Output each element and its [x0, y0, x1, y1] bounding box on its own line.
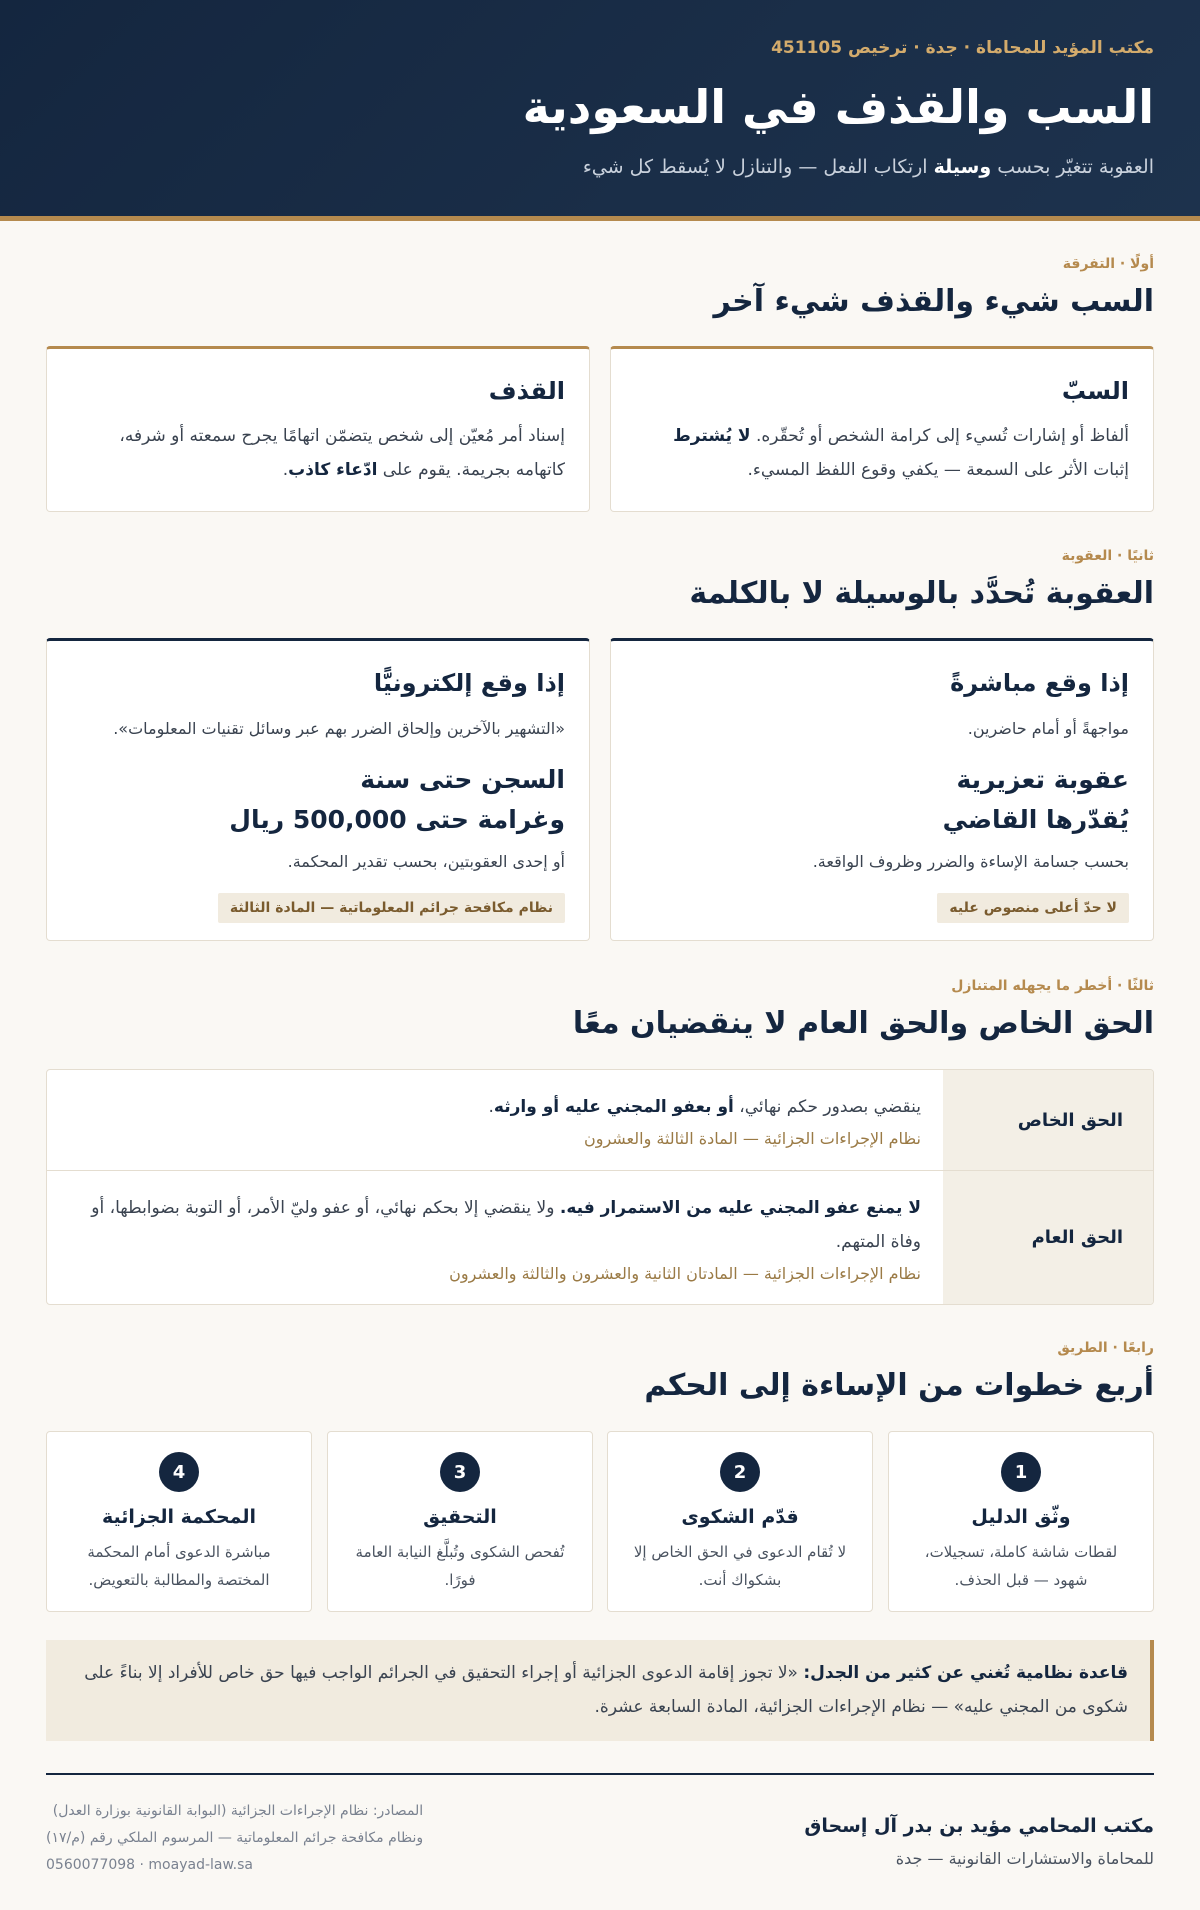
card-title: إذا وقع إلكترونيًّا [373, 669, 565, 697]
penalty-line-2: يُقدّرها القاضي [942, 805, 1129, 834]
legal-tag: نظام مكافحة جرائم المعلوماتية — المادة الثالثة [218, 893, 565, 923]
office-license: مكتب المؤيد للمحاماة · جدة · ترخيص 451105 [771, 38, 1154, 58]
section-title: الحق الخاص والحق العام لا ينقضيان معًا [572, 1006, 1154, 1041]
section-kicker: رابعًا · الطريق [1057, 1340, 1154, 1356]
legal-tag: لا حدّ أعلى منصوص عليه [937, 893, 1129, 923]
step-number-badge: 2 [720, 1452, 760, 1492]
section-kicker: ثانيًا · العقوبة [1061, 548, 1154, 564]
section-penalty [0, 548, 1200, 916]
footer-sources [46, 1798, 423, 1879]
contact-info: 0560077098 · moayad-law.sa [46, 1857, 253, 1873]
text-bold: ادّعاء كاذب [288, 460, 378, 480]
source-line-2: ونظام مكافحة جرائم المعلوماتية — المرسوم الملكي رقم (م/١٧) [46, 1830, 424, 1846]
section-rights [0, 978, 1200, 1283]
step-title: وثّق الدليل [971, 1506, 1071, 1528]
card-title: السبّ [1061, 377, 1129, 405]
step-number-badge: 1 [1001, 1452, 1041, 1492]
source-line-1: المصادر: نظام الإجراءات الجزائية (البوابة القانونية بوزارة العدل) [52, 1803, 424, 1819]
text-post: . [488, 1097, 494, 1117]
section-title: العقوبة تُحدَّد بالوسيلة لا بالكلمة [689, 576, 1154, 611]
step-card [607, 1431, 873, 1612]
legal-rule-callout [46, 1640, 1154, 1741]
text-post: ولا ينقضي إلا بحكم نهائي، أو عفو وليّ الأمر، أو التوبة بضوابطها، أو وفاة المتهم. [91, 1198, 921, 1252]
penalty-line-1: عقوبة تعزيرية [956, 765, 1129, 794]
step-text: مباشرة الدعوى أمام المحكمة المختصة والمطالبة بالتعويض. [87, 1543, 271, 1589]
row-reference: نظام الإجراءات الجزائية — المادة الثالثة والعشرون [583, 1129, 921, 1148]
office-name: مكتب المحامي مؤيد بن بدر آل إسحاق [804, 1815, 1154, 1837]
definition-card-defamation [46, 346, 590, 512]
section-kicker: أولًا · التفرقة [1062, 256, 1154, 272]
text-bold: لا يمنع عفو المجني عليه من الاستمرار فيه. [559, 1198, 921, 1218]
row-header: الحق العام [943, 1171, 1153, 1304]
text-post: إثبات الأثر على السمعة — يكفي وقوع اللفظ المسيء. [747, 460, 1129, 480]
penalty-summary [635, 760, 1129, 840]
penalty-line-1: السجن حتى سنة [360, 765, 565, 794]
section-title: السب شيء والقذف شيء آخر [713, 284, 1154, 319]
penalty-summary [71, 760, 565, 840]
penalty-line-2: وغرامة حتى 500,000 ريال [229, 805, 565, 834]
text-pre: إسناد أمر مُعيّن إلى شخص يتضمّن اتهامًا يجرح سمعته أو شرفه، كاتهامه بجريمة. يقوم على [119, 426, 565, 480]
penalty-card-electronic [46, 638, 590, 941]
page-title: السب والقذف في السعودية [522, 80, 1154, 134]
card-note: بحسب جسامة الإساءة والضرر وظروف الواقعة. [812, 852, 1129, 871]
subtitle-post: ارتكاب الفعل — والتنازل لا يُسقط كل شيء [582, 156, 934, 178]
row-body [47, 1171, 943, 1304]
step-title: التحقيق [423, 1506, 497, 1528]
step-title: المحكمة الجزائية [101, 1506, 257, 1528]
row-text [69, 1090, 921, 1124]
footer-divider [46, 1773, 1154, 1775]
section-title: أربع خطوات من الإساءة إلى الحكم [644, 1368, 1154, 1403]
step-card [46, 1431, 312, 1612]
penalty-card-direct [610, 638, 1154, 941]
subtitle-bold: وسيلة [933, 156, 992, 178]
step-title: قدّم الشكوى [681, 1506, 799, 1528]
header-banner [0, 0, 1200, 221]
rule-heading: قاعدة نظامية تُغني عن كثير من الجدل: [803, 1663, 1128, 1683]
rights-table [46, 1069, 1154, 1305]
text-bold: لا يُشترط [673, 426, 751, 446]
rule-text: «لا تجوز إقامة الدعوى الجزائية أو إجراء التحقيق في الجرائم الواجب فيها حق خاص للأفراد إلا بناءً على شكوى من المجني عليه» — نظام الإجراءات الجزائية، المادة السابعة عشرة. [84, 1663, 1128, 1717]
step-text: لقطات شاشة كاملة، تسجيلات، شهود — قبل الحذف. [924, 1543, 1118, 1589]
card-text [635, 419, 1129, 487]
table-row [47, 1171, 1153, 1304]
definition-card-insult [610, 346, 1154, 512]
text-pre: ألفاظ أو إشارات تُسيء إلى كرامة الشخص أو تُحقّره. [750, 426, 1129, 446]
subtitle-pre: العقوبة تتغيّر بحسب [991, 156, 1154, 178]
table-row [47, 1070, 1153, 1171]
text-pre: ينقضي بصدور حكم نهائي، [733, 1097, 921, 1117]
text-bold: أو بعفو المجني عليه أو وارثه [493, 1097, 734, 1117]
section-steps [0, 1340, 1200, 1589]
page-subtitle [46, 156, 1154, 178]
text-post: . [282, 460, 289, 480]
step-number-badge: 4 [159, 1452, 199, 1492]
card-title: القذف [488, 377, 565, 405]
step-card [888, 1431, 1154, 1612]
card-text [71, 419, 565, 487]
card-title: إذا وقع مباشرةً [950, 669, 1129, 697]
card-desc: مواجهةً أو أمام حاضرين. [967, 719, 1129, 738]
step-card [327, 1431, 593, 1612]
row-text [69, 1191, 921, 1259]
office-role: للمحاماة والاستشارات القانونية — جدة [895, 1849, 1154, 1868]
card-desc: «التشهير بالآخرين وإلحاق الضرر بهم عبر وسائل تقنيات المعلومات». [113, 719, 565, 738]
section-distinction [0, 256, 1200, 480]
step-text: تُفحص الشكوى وتُبلَّغ النيابة العامة فورًا. [355, 1543, 565, 1589]
row-body [47, 1070, 943, 1170]
section-kicker: ثالثًا · أخطر ما يجهله المتنازل [951, 978, 1154, 994]
row-reference: نظام الإجراءات الجزائية — المادتان الثانية والعشرون والثالثة والعشرون [449, 1264, 921, 1283]
card-note: أو إحدى العقوبتين، بحسب تقدير المحكمة. [287, 852, 565, 871]
step-number-badge: 3 [440, 1452, 480, 1492]
footer-office [804, 1815, 1154, 1868]
row-header: الحق الخاص [943, 1070, 1153, 1170]
step-text: لا تُقام الدعوى في الحق الخاص إلا بشكواك أنت. [633, 1543, 847, 1589]
